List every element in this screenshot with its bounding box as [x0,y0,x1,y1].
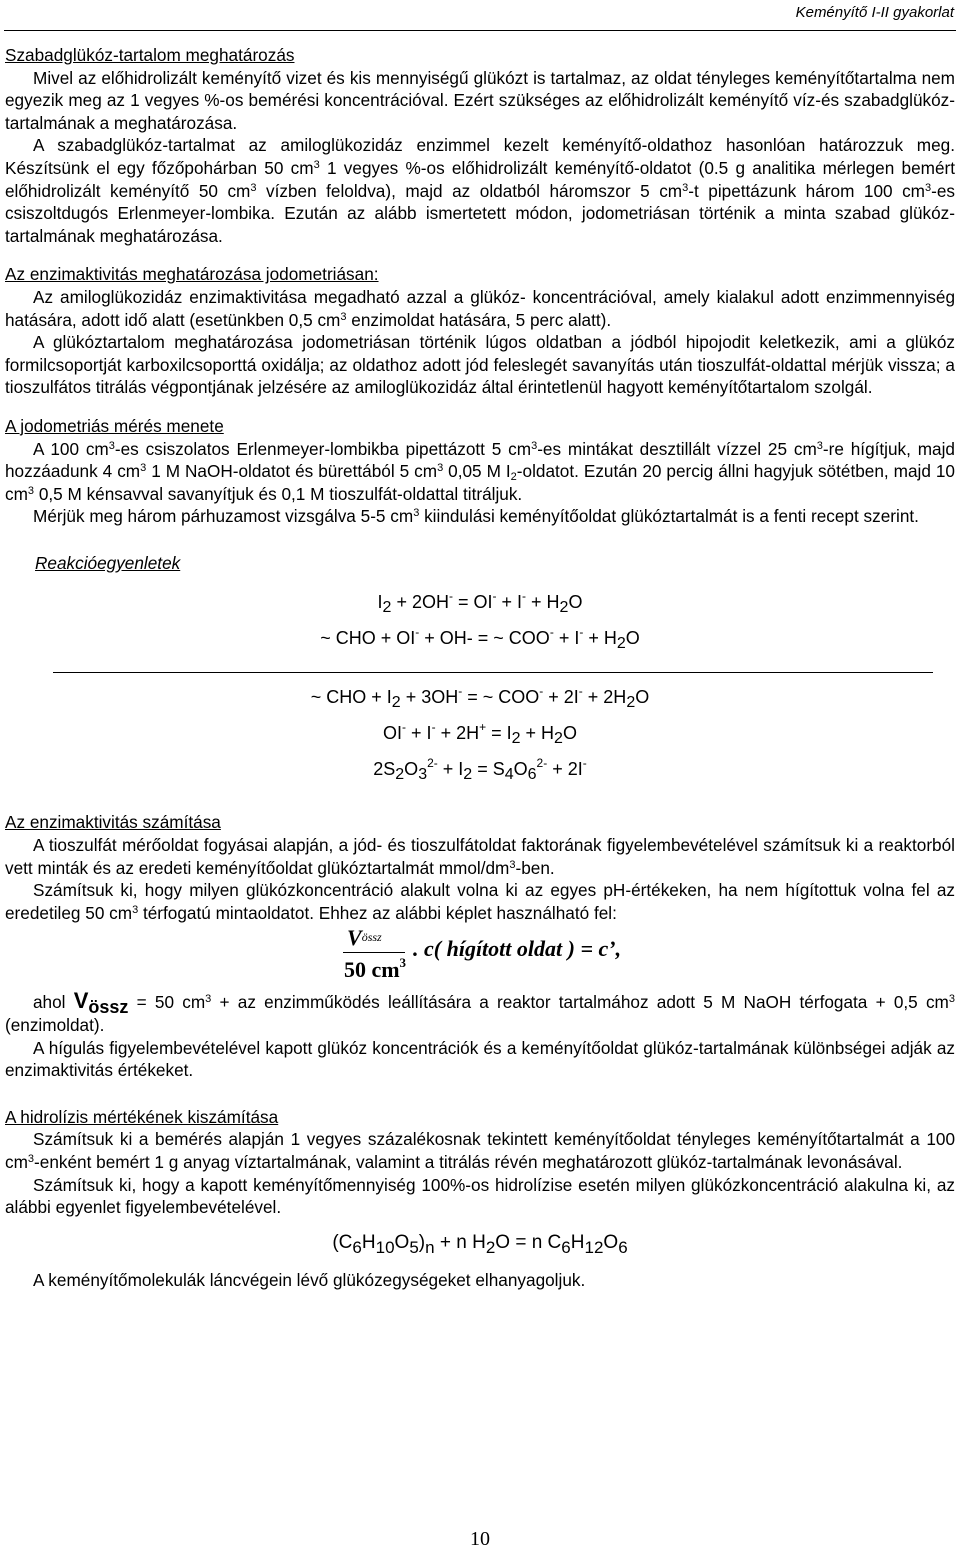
page-content [5,44,955,1291]
equation-1: $I_2 + 2OH^- = OI^- + I^- + H_2O$ [377,589,583,617]
paragraph-s2-p2: A glükóztartalom meghatározása jodometriásan történik lúgos oldatban a jódból hipojodit keletkezik, ami a glükóz formilcsoportját karboxilcsoporttá oxidálja; az oldathoz adott jód feleslegét savanyítás után tioszulfát-oldattal mérjük vissza; a tioszulfátos titrálás végpontjának jelzésére az amiloglükozidáz által érintetlenül hagyott keményítőtartalom szolgál. [5,332,955,398]
paragraph-s3-p1: A 100 $cm^3-es$ csiszolatos Erlenmeyer-lombikba pipettázott 5 $cm^3-es$ mintákat desztillált vízzel 25 $cm^3-re$ hígítjuk, majd hozzáadunk 4 $cm^3$ 1 M NaOH-oldatot és bürettából 5 $cm^3$ 0,05 M $I_2$-oldatot. Ezután 20 percig állni hagyjuk sötétben, majd 10 $cm^3$ 0,5 M kénsavval savanyítjuk és 0,1 M tioszulfát-oldattal titráljuk. [5,438,955,504]
equation-2: ~ CHO + OI- + OH- = ~ $COO^- + I^- + H_2O$ [320,625,640,653]
paragraph-s4-p3: ahol $V_{össz} = 50$ $cm^3$ + az enzimműködés leállítására a reaktor tartalmához adott 5 M NaOH térfogata + 0,5 $cm^3$ (enzimoldat). [5,988,955,1036]
header-rule [4,30,956,31]
formula-fraction [343,924,407,983]
section-title-enzyme-activity: Az enzimaktivitás meghatározása jodometriásan: [5,264,379,285]
reactions-title: Reakcióegyenletek [35,552,181,573]
equation-4: $OI^- + I^- + 2H^+ = I_2 + H_2O$ [383,720,577,748]
paragraph-s1-p2: A szabadglükóz-tartalmat az amiloglükozidáz enzimmel kezelt keményítő-oldathoz hasonlóan határozzuk meg. Készítsünk el egy főzőpohárban 50 $cm^3$ 1 vegyes %-os előhidrolizált keményítő-oldatot (0.5 g analitika mérlegen bemért előhidrolizált keményítő 50 $cm^3$ vízben feloldva), majd az oldatból háromszor 5 $cm^3-t$ pipettázunk három 100 $cm^3-es$ csiszoltdugós Erlenmeyer-lombika. Ezután az alább ismertetett módon, jodometriásan történik a minta szabad glükóz-tartalmának meghatározása. [5,135,955,246]
paragraph-s4-p2: Számítsuk ki, hogy milyen glükózkoncentráció alakult volna ki az egyes pH-értékeken, ha nem hígítottuk volna fel az eredetileg 50 $cm^3$ térfogatú mintaoldatot. Ehhez az alábbi képlet használható fel: [5,880,955,923]
page-header-title: Keményítő I-II gyakorlat [795,4,954,21]
equation-3: ~ CHO + $I_2 + 3OH^-$ = ~ $COO^- + 2I^- + 2H_2O$ [310,684,650,712]
dilution-formula [343,924,955,990]
formula-rest: . c( hígított oldat ) = c’, [413,936,622,962]
formula-numerator: $V_{össz}$ [347,925,382,951]
section-title-iodometric-procedure: A jodometriás mérés menete [5,415,224,436]
hydrolysis-equation: $(C_6H_{10}O_5)_n + n$ $H_2O = n$ $C_6H_{12}O_6$ [332,1231,628,1257]
paragraph-s4-p4: A hígulás figyelembevételével kapott glükóz koncentrációk és a keményítőoldat glükóz-tartalmának különbségei adják az enzimaktivitás értékeket. [5,1037,955,1081]
paragraph-s2-p1: Az amiloglükozidáz enzimaktivitása megadható azzal a glükóz- koncentrációval, amely kialakul adott enzimmennyiség hatására, adott idő alatt (esetünkben 0,5 $cm^3$ enzimoldat hatására, 5 perc alatt). [5,286,955,330]
paragraph-s1-p1: Mivel az előhidrolizált keményítő vizet és kis mennyiségű glükózt is tartalmaz, az oldat tényleges keményítőtartalma nem egyezik meg az 1 vegyes %-os bemérési koncentrációval. Ezért szükséges az előhidrolizált keményítő víz-és szabadglükóz-tartalmának a meghatározása. [5,67,955,133]
equation-5: $2S_2O_3^{2-} + I_2 = S_4O_6^{2-} + 2I^-$ [373,756,587,784]
formula-denominator: 50 $cm^3$ [343,955,407,983]
paragraph-s5-p2: Számítsuk ki, hogy a kapott keményítőmennyiség 100%-os hidrolízise esetén milyen glükózkoncentráció alakulna ki, az alábbi egyenlet figyelembevételével. [5,1174,955,1218]
page-number: 10 [470,1528,490,1550]
paragraph-s4-p1: A tioszulfát mérőoldat fogyásai alapján, a jód- és tioszulfátoldat faktorának figyelembevételével számítsuk ki a reaktorból vett minták és az eredeti keményítőoldat glükóztartalmát mmol/$dm^3$-ben. [5,835,955,878]
paragraph-s3-p2: Mérjük meg három párhuzamost vizsgálva 5-5 $cm^3$ kiindulási keményítőoldat glükóztartalmát is a fenti recept szerint. [33,506,919,527]
paragraph-s5-p3: A keményítőmolekulák láncvégein lévő glükózegységeket elhanyagoljuk. [33,1269,586,1290]
section-title-hydrolysis: A hidrolízis mértékének kiszámítása [5,1106,279,1127]
section-title-enzyme-calculation: Az enzimaktivitás számítása [5,812,221,833]
paragraph-s5-p1: Számítsuk ki a bemérés alapján 1 vegyes százalékosnak tekintett keményítőoldat tényleges keményítőtartalmát a 100 $cm^3$-enként bemért 1 g anyag víztartalmának, valamint a titrálás révén meghatározott glükóz-tartalmának levonásával. [5,1129,955,1172]
section-title-free-glucose: Szabadglükóz-tartalom meghatározás [5,45,295,65]
